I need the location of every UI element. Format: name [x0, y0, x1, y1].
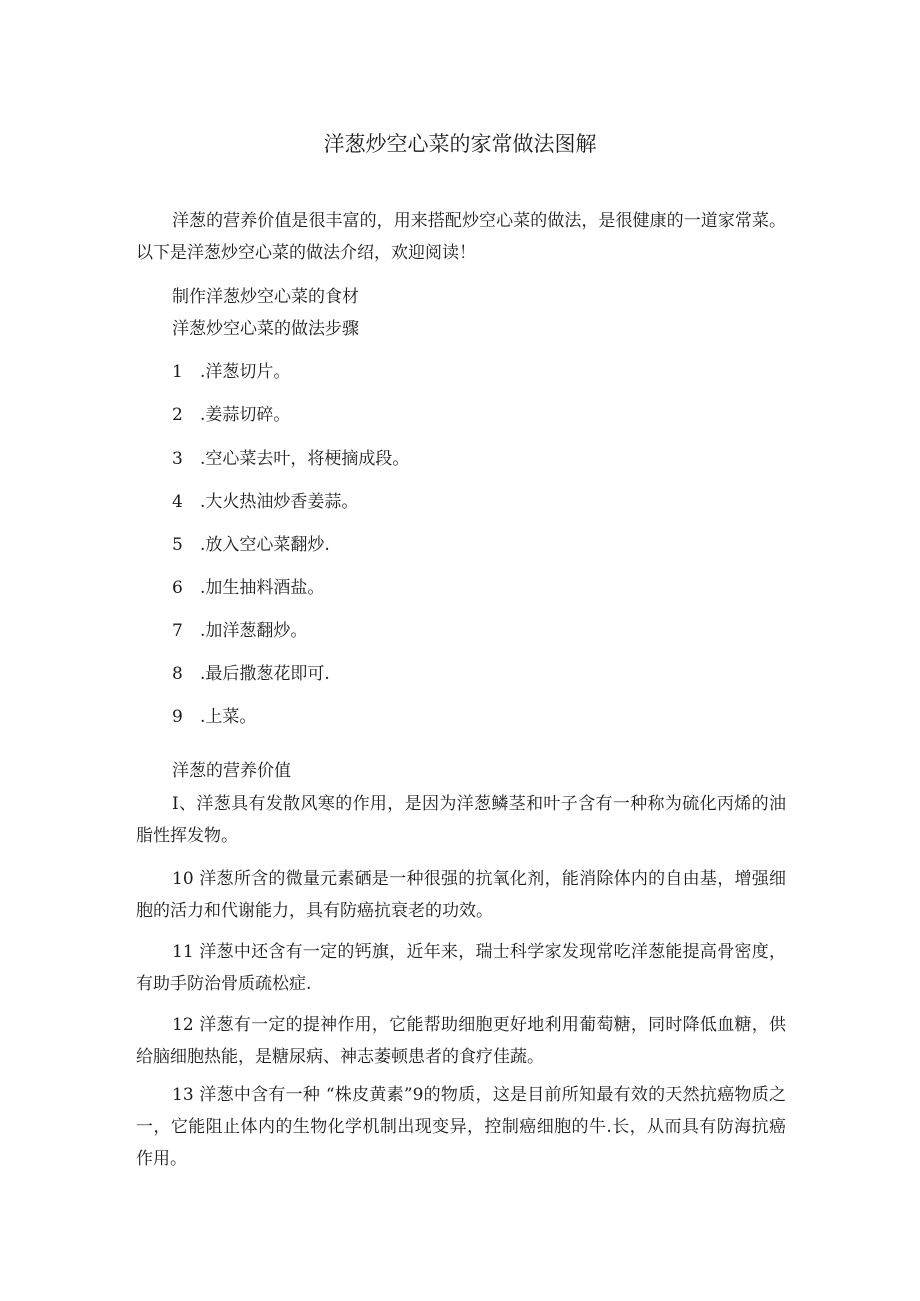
- step-item: [172, 661, 330, 687]
- step-number: 8: [172, 664, 183, 684]
- step-text: .大火热油炒香姜蒜。: [200, 492, 359, 512]
- step-number: 5: [172, 535, 183, 555]
- step-text: .上菜。: [200, 707, 257, 727]
- nutrition-item: 12 洋葱有一定的提神作用，它能帮助细胞更好地利用葡萄糖，同时降低血糖，供给脑细胞热能，是糖尿病、神志萎顿患者的食疗佳蔬。: [136, 1015, 786, 1067]
- step-number: 2: [172, 405, 183, 425]
- nutrition-item: I、洋葱具有发散风寒的作用，是因为洋葱鳞茎和叶子含有一种称为硫化丙烯的油脂性挥发物。: [136, 794, 786, 846]
- step-text: .放入空心菜翻炒.: [200, 535, 330, 555]
- ingredients-heading: 制作洋葱炒空心菜的食材: [172, 287, 359, 307]
- step-number: 9: [172, 707, 183, 727]
- step-item: [172, 402, 290, 428]
- step-text: .加生抽料酒盐。: [200, 578, 325, 598]
- step-number: 6: [172, 578, 183, 598]
- step-number: 3: [172, 449, 183, 469]
- step-text: .空心菜去叶，将梗摘成段。: [200, 449, 410, 469]
- step-number: 7: [172, 621, 183, 641]
- step-number: 4: [172, 492, 183, 512]
- nutrition-item: 13 洋葱中含有一种 “株皮黄素”9的物质，这是目前所知最有效的天然抗癌物质之一，它能阻止体内的生物化学机制出现变异，控制癌细胞的牛.长，从而具有防海抗癌作用。: [136, 1085, 786, 1169]
- intro-paragraph: 洋葱的营养价值是很丰富的，用来搭配炒空心菜的做法，是很健康的一道家常菜。以下是洋葱炒空心菜的做法介绍，欢迎阅读！: [136, 211, 786, 263]
- step-number: 1: [172, 362, 183, 382]
- nutrition-item: 10 洋葱所含的微量元素硒是一种很强的抗氧化剂，能消除体内的自由基，增强细胞的活力和代谢能力，具有防癌抗衰老的功效。: [136, 869, 786, 921]
- step-item: [172, 359, 290, 385]
- nutrition-heading: 洋葱的营养价值: [172, 761, 291, 781]
- step-text: .洋葱切片。: [200, 362, 291, 382]
- step-text: .姜蒜切碎。: [200, 405, 291, 425]
- step-item: [172, 489, 358, 515]
- step-text: .加洋葱翻炒。: [200, 621, 308, 641]
- page-title: 洋葱炒空心菜的家常做法图解: [323, 132, 597, 156]
- step-item: [172, 575, 324, 601]
- nutrition-item: 11 洋葱中还含有一定的钙旗，近年来，瑞士科学家发现常吃洋葱能提高骨密度，有助手防治骨质疏松症.: [136, 942, 786, 994]
- step-item: [172, 618, 307, 644]
- step-item: [172, 446, 409, 472]
- steps-heading: 洋葱炒空心菜的做法步骤: [172, 319, 359, 339]
- step-item: [172, 704, 256, 730]
- step-text: .最后撒葱花即可.: [200, 664, 330, 684]
- step-item: [172, 532, 330, 558]
